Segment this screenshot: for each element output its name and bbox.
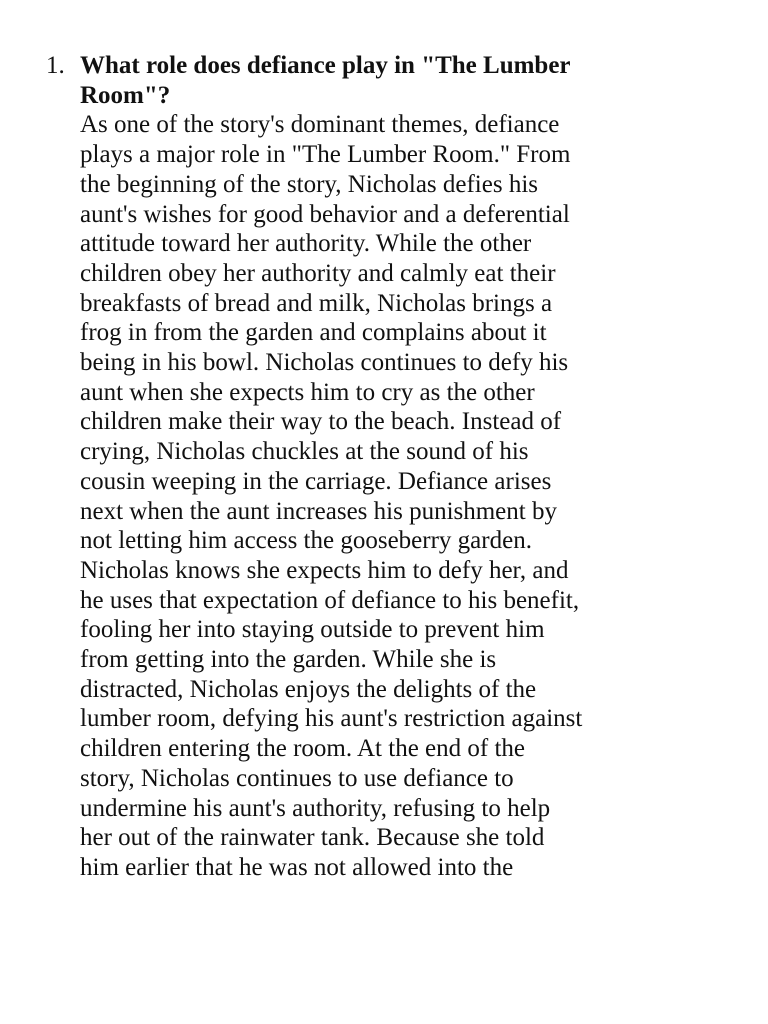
answer-line: he uses that expectation of defiance to his benefit, bbox=[80, 586, 580, 614]
answer-line: lumber room, defying his aunt's restriction against bbox=[80, 705, 583, 733]
answer-line: As one of the story's dominant themes, defiance bbox=[80, 111, 560, 139]
answer-line: distracted, Nicholas enjoys the delights of the bbox=[80, 675, 537, 703]
answer-line: him earlier that he was not allowed into the bbox=[80, 853, 514, 881]
answer-line: fooling her into staying outside to prevent him bbox=[80, 616, 545, 644]
answer-line: frog in from the garden and complains about it bbox=[80, 319, 547, 347]
answer-line: the beginning of the story, Nicholas defies his bbox=[80, 170, 539, 198]
answer-line: undermine his aunt's authority, refusing to help bbox=[80, 794, 551, 822]
question-line: Room"? bbox=[80, 81, 171, 109]
answer-line: children entering the room. At the end of the bbox=[80, 735, 526, 763]
answer-line: next when the aunt increases his punishment by bbox=[80, 497, 557, 525]
answer-line: her out of the rainwater tank. Because she told bbox=[80, 824, 545, 852]
answer-line: breakfasts of bread and milk, Nicholas brings a bbox=[80, 289, 553, 317]
answer-line: attitude toward her authority. While the other bbox=[80, 230, 532, 258]
answer-line: being in his bowl. Nicholas continues to defy his bbox=[80, 349, 569, 377]
answer-line: aunt when she expects him to cry as the other bbox=[80, 378, 535, 406]
answer-line: children obey her authority and calmly eat their bbox=[80, 259, 556, 287]
answer-line: crying, Nicholas chuckles at the sound of his bbox=[80, 438, 529, 466]
answer-paragraph bbox=[80, 110, 646, 882]
answer-line: Nicholas knows she expects him to defy her, and bbox=[80, 556, 569, 584]
answer-line: aunt's wishes for good behavior and a deferential bbox=[80, 200, 570, 228]
answer-line: plays a major role in "The Lumber Room." From bbox=[80, 141, 571, 169]
answer-line: from getting into the garden. While she is bbox=[80, 646, 497, 674]
answer-line: not letting him access the gooseberry garden. bbox=[80, 527, 532, 555]
list-item-body bbox=[80, 51, 646, 883]
answer-line: cousin weeping in the carriage. Defiance arises bbox=[80, 467, 552, 495]
answer-line: story, Nicholas continues to use defiance to bbox=[80, 764, 514, 792]
answer-line: children make their way to the beach. Instead of bbox=[80, 408, 562, 436]
list-item-number: 1. bbox=[46, 52, 65, 79]
question-heading bbox=[80, 51, 646, 110]
question-line: What role does defiance play in "The Lumber bbox=[80, 52, 571, 79]
